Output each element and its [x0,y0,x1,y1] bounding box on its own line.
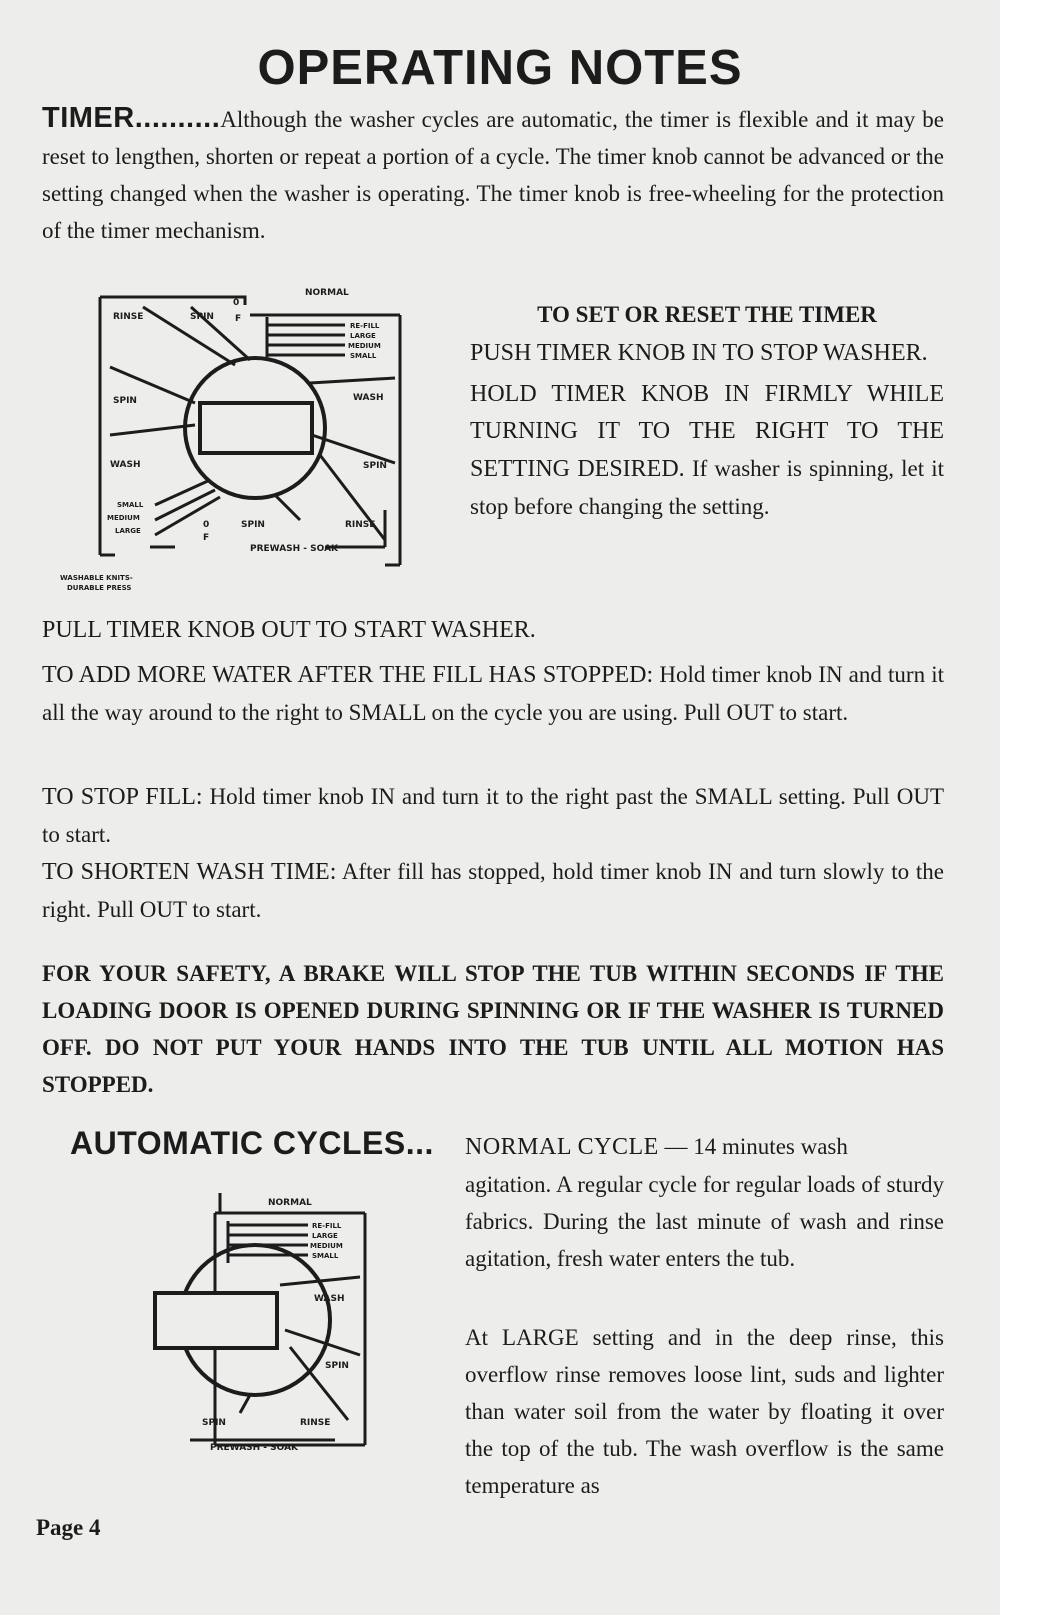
label-spin-bottom: SPIN [241,520,265,530]
label-refill: RE-FILL [350,322,380,330]
label-wash-right: WASH [353,393,384,403]
label-medium-left: MEDIUM [107,514,140,522]
automatic-cycles-heading: AUTOMATIC CYCLES... [70,1125,434,1161]
page-number: Page 4 [36,1515,101,1540]
normal-cycle-line [465,1128,944,1166]
label-spin-bottom-2: SPIN [202,1418,226,1428]
label-f-bottom: F [203,533,210,543]
label-small-2: SMALL [312,1252,339,1260]
label-washable-knits: WASHABLE KNITS- [60,574,133,582]
label-small-left: SMALL [117,501,144,509]
add-water-heading: TO ADD MORE WATER AFTER THE FILL HAS STOPPED: [42,662,654,688]
label-prewash-soak-2: PREWASH - SOAK [210,1443,299,1453]
label-rinse-bottom-2: RINSE [300,1418,331,1428]
timer-dial-svg [55,285,420,605]
timer-heading: TIMER.......... [42,102,221,134]
shorten-wash-paragraph [42,853,944,928]
safety-warning: FOR YOUR SAFETY, A BRAKE WILL STOP THE TUB WITHIN SECONDS IF THE LOADING DOOR IS OPENED DURING SPINNING OR IF THE WASHER IS TURNED OFF. DO NOT PUT YOUR HANDS INTO THE TUB UNTIL ALL MOTION HAS STOPPED. [42,961,944,1097]
label-spin-top: SPIN [190,312,214,322]
label-normal: NORMAL [305,288,349,298]
label-f-top: F [235,314,242,324]
label-spin-right: SPIN [363,461,387,471]
label-zero: 0 [233,298,240,308]
stop-fill-heading: TO STOP FILL: [42,784,203,810]
label-large-left: LARGE [115,527,141,535]
large-setting-text: At LARGE setting and in the deep rinse, this overflow rinse removes loose lint, suds and lighter than water soil from the water by floating it over the top of the tub. The wash overflow is the same temperature as [465,1325,944,1498]
timer-paragraph [42,100,944,249]
page-edge [1000,0,1048,1615]
label-medium-2: MEDIUM [310,1242,343,1250]
set-timer-section [470,295,944,526]
add-water-paragraph [42,656,944,731]
label-large: LARGE [350,332,376,340]
label-rinse-bottom: RINSE [345,520,376,530]
label-refill-2: RE-FILL [312,1222,342,1230]
shorten-wash-text: After fill has stopped, hold timer knob IN and turn slowly to the right. Pull OUT to start. [42,859,944,922]
stop-fill-text: Hold timer knob IN and turn it to the right past the SMALL setting. Pull OUT to start. [42,784,944,847]
label-spin-right-2: SPIN [325,1361,349,1371]
set-timer-note: If washer is spinning, let it stop before changing the setting. [470,456,944,519]
label-durable-press: DURABLE PRESS [67,584,132,592]
normal-cycle-rest: — 14 minutes wash [664,1134,848,1159]
normal-cycle-dial-diagram [140,1185,380,1475]
set-timer-hold [470,376,944,526]
label-prewash-soak: PREWASH - SOAK [250,544,339,554]
set-timer-hold-text: HOLD TIMER KNOB IN FIRMLY WHILE TURNING IT TO THE RIGHT TO THE SETTING DESIRED. [470,381,944,482]
label-spin-left: SPIN [113,396,137,406]
label-wash-left: WASH [110,460,141,470]
label-large-2: LARGE [312,1232,338,1240]
set-timer-title: TO SET OR RESET THE TIMER [537,302,877,327]
pull-out-instruction: PULL TIMER KNOB OUT TO START WASHER. [42,617,536,643]
label-normal-2: NORMAL [268,1198,312,1208]
label-rinse-top: RINSE [113,312,144,322]
label-medium: MEDIUM [348,342,381,350]
label-zero-bottom: 0 [203,520,210,530]
timer-dial-diagram [55,285,420,605]
normal-cycle-label: NORMAL CYCLE [465,1134,659,1160]
stop-fill-paragraph [42,778,944,853]
timer-text: Although the washer cycles are automatic, the timer is flexible and it may be reset to lengthen, shorten or repeat a portion of a cycle. The timer knob cannot be advanced or the setting changed when the washer is operating. The timer knob is free-wheeling for the protection of the timer mechanism. [42,107,944,243]
normal-cycle-text: agitation. A regular cycle for regular loads of sturdy fabrics. During the last minute of wash and rinse agitation, fresh water enters the tub. [465,1172,944,1271]
normal-dial-svg [140,1185,380,1475]
set-timer-push: PUSH TIMER KNOB IN TO STOP WASHER. [470,340,928,366]
label-small: SMALL [350,352,377,360]
label-wash-2: WASH [314,1294,345,1304]
shorten-wash-heading: TO SHORTEN WASH TIME: [42,859,337,885]
page-title: OPERATING NOTES [257,41,743,95]
add-water-text: Hold timer knob IN and turn it all the way around to the right to SMALL on the cycle you are using. Pull OUT to start. [42,662,944,725]
